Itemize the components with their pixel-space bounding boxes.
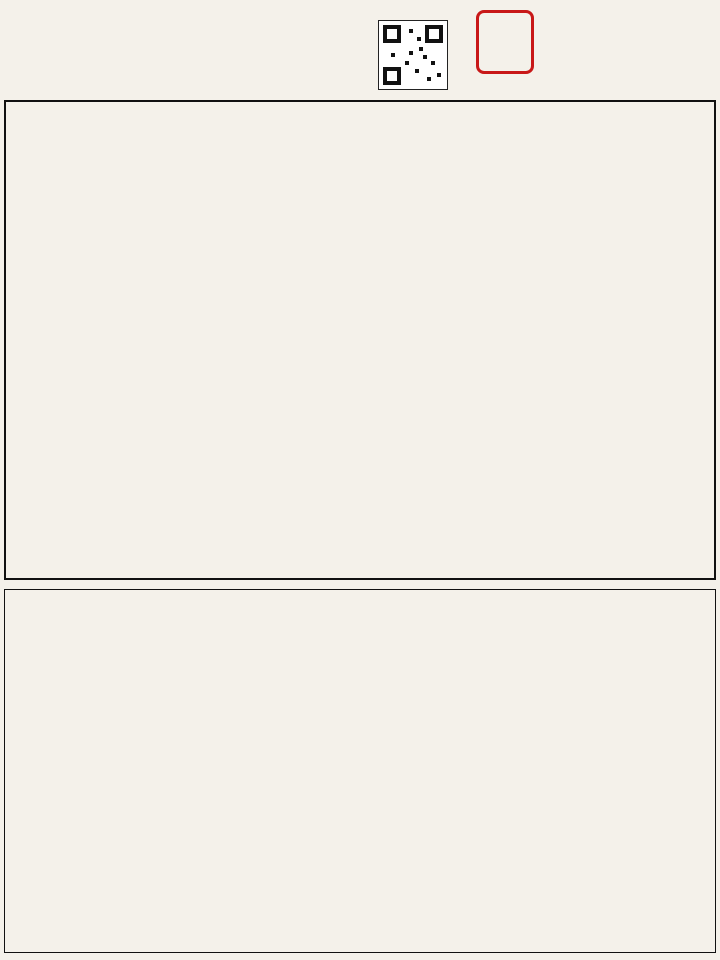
annual-luck-grid <box>4 589 716 953</box>
pillars-table <box>4 100 716 580</box>
qr-code <box>378 20 448 90</box>
red-seal <box>476 10 534 74</box>
